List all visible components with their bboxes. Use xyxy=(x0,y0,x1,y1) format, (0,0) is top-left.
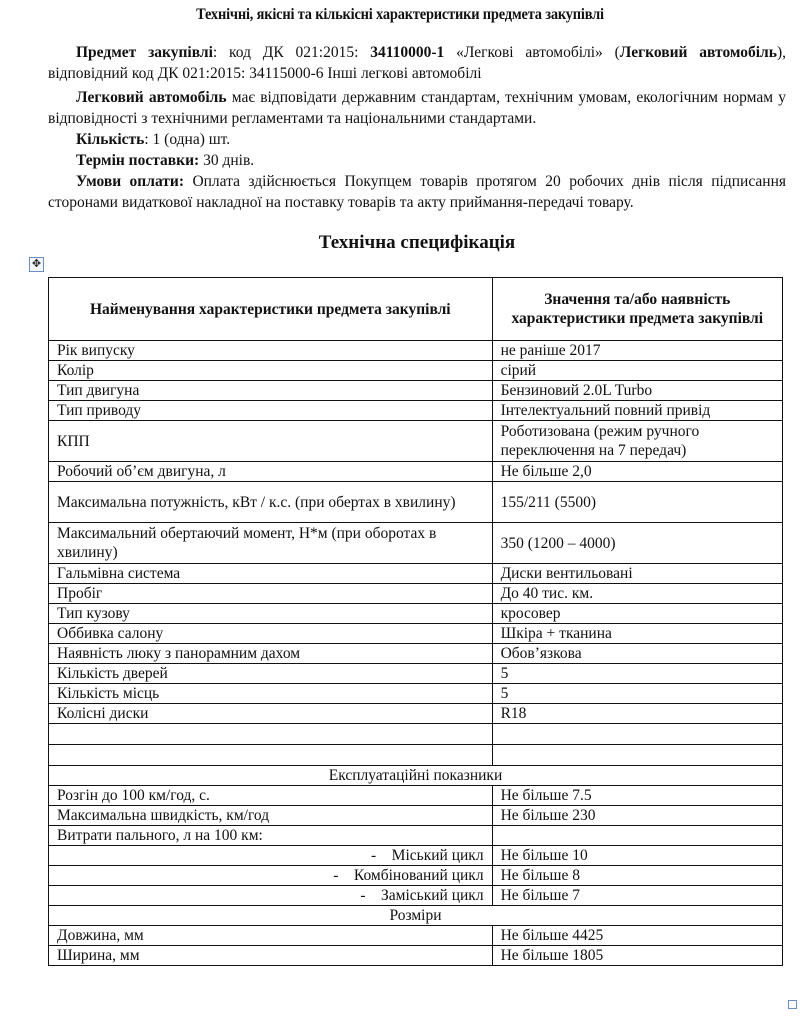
delivery-paragraph xyxy=(48,150,786,171)
table-row xyxy=(49,341,783,361)
row-value: Диски вентильовані xyxy=(492,564,782,584)
quantity-paragraph xyxy=(48,129,786,150)
row-name: КПП xyxy=(49,421,493,462)
table-row xyxy=(49,704,783,724)
row-name: Кількість місць xyxy=(49,684,493,704)
empty-cell xyxy=(492,745,782,766)
table-row xyxy=(49,644,783,664)
row-value: Не більше 1805 xyxy=(492,946,782,966)
row-value: не раніше 2017 xyxy=(492,341,782,361)
table-row xyxy=(49,846,783,866)
table-row xyxy=(49,866,783,886)
subject-text: ), відповідний код ДК 021:2015: 34115000-6 Інші легкові автомобілі xyxy=(48,44,786,82)
table-row xyxy=(49,381,783,401)
row-value: 155/211 (5500) xyxy=(492,482,782,523)
row-name: Оббивка салону xyxy=(49,624,493,644)
row-name: Рік випуску xyxy=(49,341,493,361)
row-name: Максимальна потужність, кВт / к.с. (при обертах в хвилину) xyxy=(49,482,493,523)
table-row xyxy=(49,604,783,624)
row-name: Максимальна швидкість, км/год xyxy=(49,806,493,826)
row-name: Ширина, мм xyxy=(49,946,493,966)
compliance-text: має відповідати державним стандартам, технічним умовам, екологічним нормам у відповідності з технічними регламентами та національними стандартами. xyxy=(48,89,787,127)
compliance-paragraph xyxy=(48,87,786,129)
row-value: Не більше 7.5 xyxy=(492,786,782,806)
table-move-handle-icon[interactable]: ✥ xyxy=(29,257,44,272)
row-value: Не більше 4425 xyxy=(492,926,782,946)
compliance-label: Легковий автомобіль xyxy=(76,89,227,106)
row-value: Обов’язкова xyxy=(492,644,782,664)
empty-row xyxy=(49,724,783,745)
table-row xyxy=(49,421,783,462)
subject-name: Легковий автомобіль xyxy=(619,44,777,61)
row-name: Наявність люку з панорамним дахом xyxy=(49,644,493,664)
row-name: Робочий об’єм двигуна, л xyxy=(49,462,493,482)
row-name: - Комбінований цикл xyxy=(49,866,493,886)
row-value: 5 xyxy=(492,684,782,704)
row-value: Не більше 10 xyxy=(492,846,782,866)
row-value: Не більше 8 xyxy=(492,866,782,886)
row-value xyxy=(492,826,782,846)
payment-text: Оплата здійснюється Покупцем товарів протягом 20 робочих днів після підписання сторонами видаткової накладної на поставку товарів та акту приймання-передачі товару. xyxy=(48,173,786,211)
row-value: R18 xyxy=(492,704,782,724)
section-performance-row xyxy=(49,766,783,786)
table-row xyxy=(49,946,783,966)
row-name: Пробіг xyxy=(49,584,493,604)
row-name: - Заміський цикл xyxy=(49,886,493,906)
row-value: Шкіра + тканина xyxy=(492,624,782,644)
row-value: Бензиновий 2.0L Turbo xyxy=(492,381,782,401)
table-row xyxy=(49,584,783,604)
delivery-text: 30 днів. xyxy=(199,152,255,169)
row-value: Не більше 7 xyxy=(492,886,782,906)
subject-label: Предмет закупівлі xyxy=(76,44,213,61)
spec-title: Технічна специфікація xyxy=(318,232,516,253)
table-row xyxy=(49,523,783,564)
section-dimensions-row xyxy=(49,906,783,926)
row-name: - Міський цикл xyxy=(49,846,493,866)
row-name: Тип приводу xyxy=(49,401,493,421)
table-row xyxy=(49,401,783,421)
row-name: Гальмівна система xyxy=(49,564,493,584)
section-performance-label: Експлуатаційні показники xyxy=(49,766,783,786)
section-dimensions-label: Розміри xyxy=(49,906,783,926)
row-name: Розгін до 100 км/год, с. xyxy=(49,786,493,806)
table-row xyxy=(49,806,783,826)
document-title: Технічні, якісні та кількісні характеристики предмета закупівлі xyxy=(196,6,604,23)
table-row xyxy=(49,886,783,906)
row-value: сірий xyxy=(492,361,782,381)
row-name: Тип кузову xyxy=(49,604,493,624)
payment-paragraph xyxy=(48,171,786,213)
empty-row xyxy=(49,745,783,766)
subject-paragraph xyxy=(48,42,786,84)
empty-cell xyxy=(49,724,493,745)
spec-table xyxy=(48,277,783,966)
header-value: Значення та/або наявність характеристики предмета закупівлі xyxy=(492,278,782,341)
table-row xyxy=(49,482,783,523)
table-row xyxy=(49,826,783,846)
row-name: Тип двигуна xyxy=(49,381,493,401)
row-value: До 40 тис. км. xyxy=(492,584,782,604)
row-name: Колісні диски xyxy=(49,704,493,724)
delivery-label: Термін поставки: xyxy=(76,152,200,169)
table-row xyxy=(49,684,783,704)
row-name: Довжина, мм xyxy=(49,926,493,946)
row-name: Кількість дверей xyxy=(49,664,493,684)
row-value: Роботизована (режим ручного переключення на 7 передач) xyxy=(492,421,782,462)
row-value: Не більше 2,0 xyxy=(492,462,782,482)
row-value: Інтелектуальний повний привід xyxy=(492,401,782,421)
subject-text: «Легкові автомобілі» ( xyxy=(444,44,620,61)
table-row xyxy=(49,564,783,584)
empty-cell xyxy=(49,745,493,766)
row-value: 5 xyxy=(492,664,782,684)
row-value: Не більше 230 xyxy=(492,806,782,826)
subject-text: : код ДК 021:2015: xyxy=(212,44,371,61)
table-row xyxy=(49,462,783,482)
table-row xyxy=(49,786,783,806)
table-row xyxy=(49,664,783,684)
row-name: Витрати пального, л на 100 км: xyxy=(49,826,493,846)
payment-label: Умови оплати: xyxy=(76,173,184,190)
row-name: Максимальний обертаючий момент, Н*м (при оборотах в хвилину) xyxy=(49,523,493,564)
row-value: 350 (1200 – 4000) xyxy=(492,523,782,564)
quantity-text: : 1 (одна) шт. xyxy=(144,131,231,148)
subject-code: 34110000-1 xyxy=(370,44,445,61)
row-value: кросовер xyxy=(492,604,782,624)
table-header-row xyxy=(49,278,783,341)
table-row xyxy=(49,361,783,381)
empty-cell xyxy=(492,724,782,745)
header-name: Найменування характеристики предмета закупівлі xyxy=(49,278,493,341)
table-resize-handle-icon[interactable] xyxy=(788,1000,797,1009)
table-row xyxy=(49,624,783,644)
row-name: Колір xyxy=(49,361,493,381)
quantity-label: Кількість xyxy=(76,131,145,148)
table-row xyxy=(49,926,783,946)
